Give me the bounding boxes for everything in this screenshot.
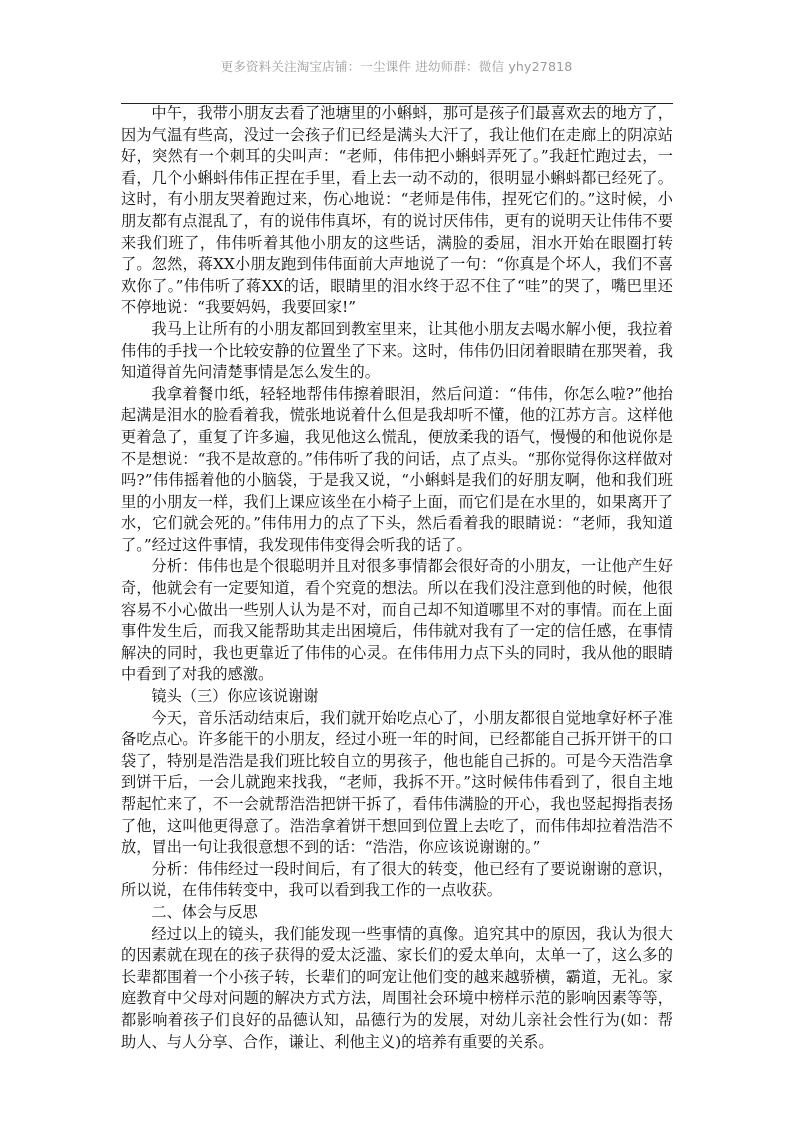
section-heading-scene-three: 镜头（三）你应该说谢谢 [151,687,319,706]
paragraph-analysis-1: 分析：伟伟也是个很聪明并且对很多事情都会很好奇的小朋友，一让他产生好奇，他就会有一定要知道，看个究竟的想法。所以在我们没注意到他的时候，他很容易不小心做出一些别人认为是不对，而自己却不知道哪里不对的事情。而在上面事件发生后，而我又能帮助其走出困境后，伟伟就对我有了一定的信任感，在事情解决的同时，我也更靠近了伟伟的心灵。在伟伟用力点下头的同时，我从他的眼睛中看到了对我的感激。 [121,557,673,684]
paragraph-conversation: 我拿着餐巾纸，轻轻地帮伟伟擦着眼泪，然后问道：“伟伟，你怎么啦?”他抬起满是泪水的脸看着我，慌张地说着什么但是我却听不懂，他的江苏方言。这样他更着急了，重复了许多遍，我见他这么慌乱，便放柔我的语气，慢慢的和他说你是不是想说：“我不是故意的。”伟伟听了我的问话，点了点头。“那你觉得你这样做对吗?”伟伟摇着他的小脑袋，于是我又说，“小蝌蚪是我们的好朋友啊，他和我们班里的小朋友一样，我们上课应该坐在小椅子上面，而它们是在水里的，如果离开了水，它们就会死的。”伟伟用力的点了下头，然后看着我的眼睛说：“老师，我知道了。”经过这件事情，我发现伟伟变得会听我的话了。 [121,384,673,554]
paragraph-analysis-2: 分析：伟伟经过一段时间后，有了很大的转变，他已经有了要说谢谢的意识，所以说，在伟伟转变中，我可以看到我工作的一点收获。 [121,859,673,900]
paragraph-calm-down: 我马上让所有的小朋友都回到教室里来，让其他小朋友去喝水解小便，我拉着伟伟的手找一个比较安静的位置坐了下来。这时，伟伟仍旧闭着眼睛在那哭着，我知道得首先问清楚事情是怎么发生的。 [121,319,673,382]
paragraph-biscuit-story: 今天，音乐活动结束后，我们就开始吃点心了，小朋友都很自觉地拿好杯子准备吃点心。许多能干的小朋友，经过小班一年的时间，已经都能自己拆开饼干的口袋了，特别是浩浩是我们班比较自立的男孩子，他也能自己拆的。可是今天浩浩拿到饼干后，一会儿就跑来找我，“老师，我拆不开。”这时候伟伟看到了，很自主地帮起忙来了，不一会就帮浩浩把饼干拆了，看伟伟满脸的开心，我也竖起拇指表扬了他，这叫他更得意了。浩浩拿着饼干想回到位置上去吃了，而伟伟却拉着浩浩不放，冒出一句让我很意想不到的话：“浩浩，你应该说谢谢的。” [121,708,673,857]
document-body [121,103,673,1053]
section-heading-reflection: 二、体会与反思 [151,902,258,921]
paragraph-reflection: 经过以上的镜头，我们能发现一些事情的真像。追究其中的原因，我认为很大的因素就在现在的孩子获得的爱太泛滥、家长们的爱太单向，太单一了，这么多的长辈都围着一个小孩子转，长辈们的呵宠让他们变的越来越骄横，霸道，无礼。家庭教育中父母对问题的解决方式方法，周围社会环境中榜样示范的影响因素等等，都影响着孩子们良好的品德认知，品德行为的发展，对幼儿亲社会性行为(如：帮助人、与人分享、合作，谦让、利他主义)的培养有重要的关系。 [121,924,673,1051]
paragraph-tadpole-incident: 中午，我带小朋友去看了池塘里的小蝌蚪，那可是孩子们最喜欢去的地方了，因为气温有些高，没过一会孩子们已经是满头大汗了，我让他们在走廊上的阴凉站好，突然有一个刺耳的尖叫声：“老师，伟伟把小蝌蚪弄死了。”我赶忙跑过去，一看，几个小蝌蚪伟伟正捏在手里，看上去一动不动的，很明显小蝌蚪都已经死了。这时，有小朋友哭着跑过来，伤心地说：“老师是伟伟，捏死它们的。”这时候，小朋友都有点混乱了，有的说伟伟真坏，有的说讨厌伟伟，更有的说明天让伟伟不要来我们班了，伟伟听着其他小朋友的这些话，满脸的委屈，泪水开始在眼圈打转了。忽然，蒋XX小朋友跑到伟伟面前大声地说了一句：“你真是个坏人，我们不喜欢你了。”伟伟听了蒋XX的话，眼睛里的泪水终于忍不住了“哇”的哭了，嘴巴里还不停地说：“我要妈妈，我要回家!” [121,104,673,317]
page-header-watermark: 更多资料关注淘宝店铺：一尘课件 进幼师群：微信 yhy27818 [220,59,573,74]
